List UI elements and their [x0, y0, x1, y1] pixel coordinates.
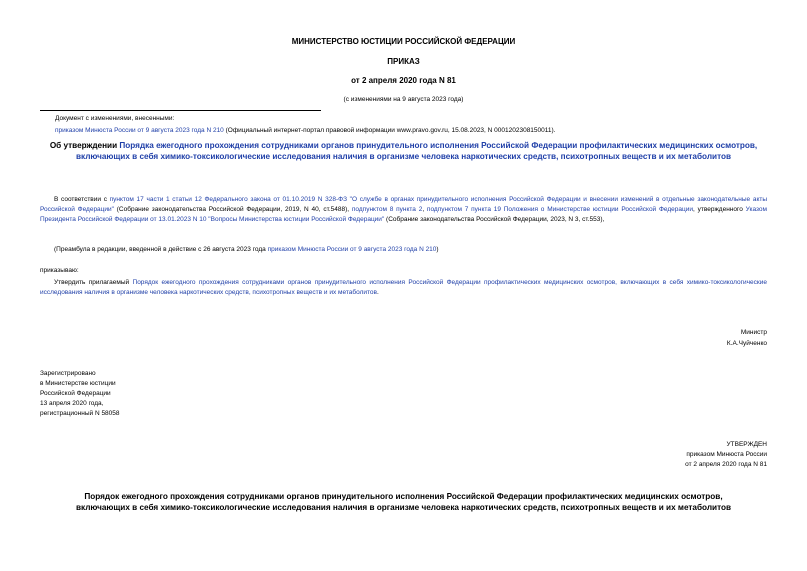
signature-position: Министр	[740, 329, 767, 336]
subparagraph-8-link[interactable]: подпунктом 8 пункта 2	[351, 206, 423, 213]
order-title	[40, 140, 767, 162]
registration-line: 13 апреля 2020 года,	[40, 400, 104, 407]
preamble-text-4: , утвержденного	[693, 206, 746, 213]
order-suffix: .	[377, 289, 379, 296]
order-label: приказываю:	[40, 267, 79, 274]
amendment-order-link[interactable]: приказом Минюста России от 9 августа 2023 года N 210	[55, 127, 224, 134]
separator-line	[40, 110, 321, 111]
title-prefix: Об утверждении	[49, 141, 120, 150]
changes-source: (Официальный интернет-портал правовой информации www.pravo.gov.ru, 15.08.2023, N 0001202308150011).	[223, 127, 556, 134]
preamble-amendment-link[interactable]: приказом Минюста России от 9 августа 2023 года N 210	[267, 246, 437, 253]
order-paragraph	[40, 278, 767, 298]
preamble-text-2: (Собрание законодательства Российской Федерации, 2019, N 40, ст.5488),	[113, 206, 352, 213]
doc-type-heading: ПРИКАЗ	[387, 57, 420, 66]
preamble-paragraph	[40, 195, 767, 225]
registration-block	[40, 369, 240, 419]
changes-block	[55, 114, 775, 136]
federal-law-link[interactable]: пунктом 17 части 1 статьи 12 Федерального закона от 01.10.2019 N 328-ФЗ "О службе в органах принудительного исполнения Российской Федерации и внесении изменений в отдельные законодательные акты Российской Федерации"	[40, 196, 768, 213]
changes-intro: Документ с изменениями, внесенными:	[55, 115, 175, 122]
approval-line: от 2 апреля 2020 года N 81	[685, 461, 767, 468]
doc-date-number: от 2 апреля 2020 года N 81	[351, 76, 456, 85]
ministry-heading: МИНИСТЕРСТВО ЮСТИЦИИ РОССИЙСКОЙ ФЕДЕРАЦИИ	[291, 37, 516, 46]
registration-line: в Министерстве юстиции	[40, 380, 116, 387]
registration-line: Российской Федерации	[40, 390, 111, 397]
signature-name: К.А.Чуйченко	[726, 340, 767, 347]
appendix-title	[0, 491, 807, 513]
preamble-text-5: (Собрание законодательства Российской Федерации, 2023, N 3, ст.553),	[384, 216, 605, 223]
registration-line: Зарегистрировано	[40, 370, 96, 377]
preamble-edition-note	[54, 245, 767, 255]
title-procedure-link[interactable]: Порядка ежегодного прохождения сотрудниками органов принудительного исполнения Российской Федерации профилактических медицинских осмотров, включающих в себя химико-токсикологические исследования наличия в организме человека наркотических средств, психотропных веществ и их метаболитов	[75, 141, 758, 161]
approval-line: УТВЕРЖДЕН	[726, 441, 767, 448]
ministry-regulation-link[interactable]: подпунктом 7 пункта 19 Положения о Министерстве юстиции Российской Федерации	[426, 206, 694, 213]
preamble-text-1: В соответствии с	[54, 196, 110, 203]
note-suffix: )	[436, 246, 439, 253]
signature-block	[567, 328, 767, 349]
appendix-title-line-1: Порядок ежегодного прохождения сотрудниками органов принудительного исполнения Российской Федерации профилактических медицинских осмотров,	[84, 492, 723, 501]
presidential-decree-link[interactable]: Указом Президента Российской Федерации от 13.01.2023 N 10 "Вопросы Министерства юстиции Российской Федерации"	[40, 206, 767, 223]
appendix-title-line-2: включающих в себя химико-токсикологические исследования наличия в организме человека наркотических средств, психотропных веществ и их метаболитов	[75, 503, 732, 512]
changes-details	[55, 126, 775, 136]
preamble-text-3: ,	[422, 206, 427, 213]
order-prefix: Утвердить прилагаемый	[54, 279, 133, 286]
registration-line: регистрационный N 58058	[40, 410, 120, 417]
approval-block	[547, 440, 767, 470]
procedure-link[interactable]: Порядок ежегодного прохождения сотрудниками органов принудительного исполнения Российской Федерации профилактических медицинских осмотров, включающих в себя химико-токсикологические исследования наличия в организме человека наркотических средств, психотропных веществ и их метаболитов	[40, 279, 767, 296]
amendments-note: (с изменениями на 9 августа 2023 года)	[343, 96, 464, 103]
note-prefix: (Преамбула в редакции, введенной в действие с 26 августа 2023 года	[54, 246, 268, 253]
approval-line: приказом Минюста России	[686, 451, 767, 458]
